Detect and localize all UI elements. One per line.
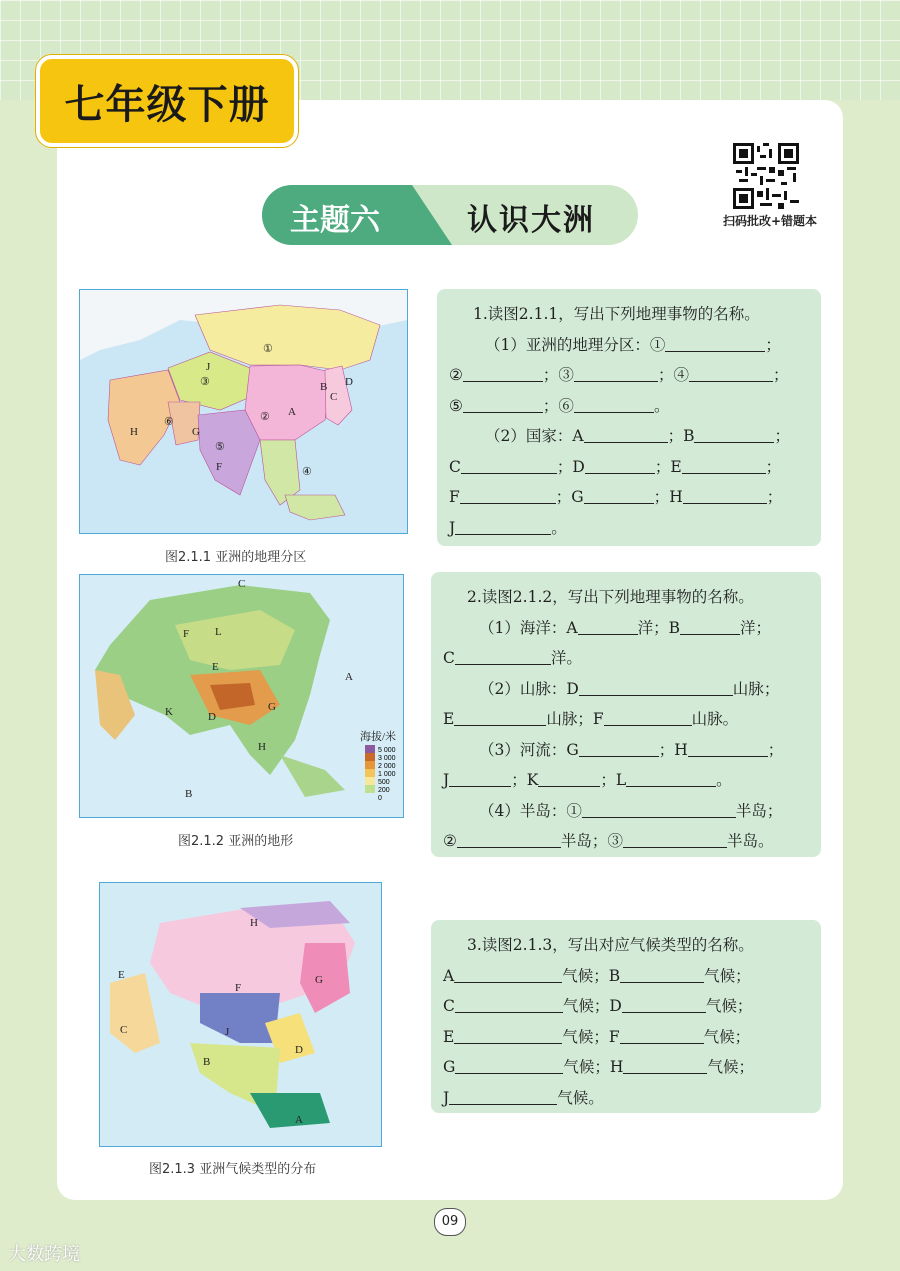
sep: ； xyxy=(577,710,593,728)
q1-blank-region-4[interactable] xyxy=(689,363,773,382)
legend-value-label: 3 000 xyxy=(378,755,396,762)
svg-text:J: J xyxy=(206,361,211,373)
grade-badge xyxy=(36,55,298,147)
q2-blank-range-f[interactable] xyxy=(604,707,692,726)
sep: ； xyxy=(766,488,783,506)
q3-unit: 气候 xyxy=(562,966,594,985)
q2-label-2: ② xyxy=(443,832,457,850)
sep: ； xyxy=(511,771,527,789)
sep: ； xyxy=(542,366,559,384)
q2-blank-river-h[interactable] xyxy=(688,738,768,757)
q3-label-a: A xyxy=(443,966,455,985)
sep: ； xyxy=(772,366,789,384)
svg-text:A: A xyxy=(288,406,296,418)
svg-text:①: ① xyxy=(263,343,273,355)
sep: ； xyxy=(763,679,780,698)
legend-value-label: 0 xyxy=(378,795,382,802)
svg-text:C: C xyxy=(330,391,338,403)
q1-label-f: F xyxy=(449,488,460,506)
q2-blank-peninsula-1[interactable] xyxy=(582,799,736,818)
q1-blank-country-f[interactable] xyxy=(460,485,556,504)
q3-unit: 气候 xyxy=(704,966,736,985)
svg-text:D: D xyxy=(208,711,216,723)
svg-text:E: E xyxy=(212,661,219,673)
q3-unit: 气候 xyxy=(562,1027,594,1046)
q1-label-e: E xyxy=(670,457,682,476)
q1-blank-region-2[interactable] xyxy=(463,363,543,382)
q3-label-h: H xyxy=(609,1058,624,1076)
q2-unit-peninsula: 半岛 xyxy=(560,832,592,850)
q1-blank-country-b[interactable] xyxy=(694,424,774,443)
svg-text:G: G xyxy=(315,974,323,986)
q1-label-h: H xyxy=(669,488,683,506)
q2-blank-river-g[interactable] xyxy=(579,738,659,757)
q2-blank-ocean-b[interactable] xyxy=(680,616,740,635)
map-asia-regions xyxy=(79,289,408,534)
q2-p4-label: （4）半岛：① xyxy=(479,801,582,820)
question-3-box xyxy=(431,920,821,1113)
q2-unit-ocean: 洋 xyxy=(550,649,567,667)
question-1-box xyxy=(437,289,821,546)
q2-unit-ocean: 洋 xyxy=(637,618,654,637)
legend-value-label: 5 000 xyxy=(378,747,396,754)
q2-blank-peninsula-2[interactable] xyxy=(457,829,561,848)
q2-blank-river-l[interactable] xyxy=(626,768,716,787)
q1-blank-country-h[interactable] xyxy=(683,485,767,504)
q2-label-f: F xyxy=(592,710,604,728)
qr-caption: 扫码批改+错题本 xyxy=(722,214,818,228)
grade-label: 七年级下册 xyxy=(64,80,270,128)
sep: ； xyxy=(594,1058,610,1076)
sep: ； xyxy=(654,457,671,476)
q1-title: 1.读图2.1.1，写出下列地理事物的名称。 xyxy=(473,305,760,323)
q2-label-c: C xyxy=(443,649,455,667)
q3-label-j: J xyxy=(443,1088,450,1107)
sep: ； xyxy=(765,335,781,354)
sep: ； xyxy=(555,488,572,506)
q1-blank-region-1[interactable] xyxy=(665,333,765,352)
sep: ； xyxy=(542,396,559,415)
q3-label-e: E xyxy=(443,1027,455,1046)
svg-text:H: H xyxy=(258,741,266,753)
page-number: 09 xyxy=(434,1208,466,1236)
svg-text:L: L xyxy=(215,626,222,638)
q2-label-e: E xyxy=(443,710,455,728)
sep: ； xyxy=(734,1027,751,1046)
svg-text:F: F xyxy=(183,628,190,640)
q2-label-h: H xyxy=(674,740,688,759)
svg-text:B: B xyxy=(203,1056,211,1068)
q3-blank-climate-a[interactable] xyxy=(454,964,562,983)
q2-unit-peninsula: 半岛 xyxy=(726,832,758,850)
q3-blank-climate-g[interactable] xyxy=(455,1055,563,1074)
q1-blank-country-a[interactable] xyxy=(584,424,668,443)
q3-label-b: B xyxy=(608,966,621,985)
svg-text:C: C xyxy=(238,578,246,590)
legend-title: 海拔/米 xyxy=(360,731,397,743)
figure-caption-1: 图2.1.1 亚洲的地理分区 xyxy=(165,550,307,565)
end: 。 xyxy=(716,771,732,789)
q1-label-5: ⑤ xyxy=(449,396,463,415)
legend-value-label: 200 xyxy=(378,787,390,794)
sep: ； xyxy=(774,427,790,445)
q2-p3-label: （3）河流：G xyxy=(479,740,579,759)
q3-blank-climate-f[interactable] xyxy=(620,1025,704,1044)
q3-unit: 气候 xyxy=(557,1088,589,1107)
legend-value-label: 500 xyxy=(378,779,390,786)
q1-label-3: ③ xyxy=(558,366,574,384)
q3-blank-climate-d[interactable] xyxy=(622,994,706,1013)
q1-blank-country-g[interactable] xyxy=(584,485,654,504)
q2-label-l: L xyxy=(615,771,627,789)
q2-label-3: ③ xyxy=(607,832,623,850)
svg-text:B: B xyxy=(185,788,193,800)
svg-text:F: F xyxy=(216,461,223,473)
q3-label-f: F xyxy=(608,1027,620,1046)
end: 。 xyxy=(722,710,739,728)
q1-blank-country-d[interactable] xyxy=(585,455,655,474)
q2-label-b: B xyxy=(668,618,680,637)
watermark: 大数跨境 xyxy=(8,1244,80,1265)
sep: ； xyxy=(556,457,573,476)
sep: ； xyxy=(593,966,609,985)
q2-blank-ocean-a[interactable] xyxy=(578,616,638,635)
q2-blank-peninsula-3[interactable] xyxy=(623,829,727,848)
q3-unit: 气候 xyxy=(707,1058,739,1076)
map-asia-terrain xyxy=(79,574,404,818)
svg-text:K: K xyxy=(165,706,173,718)
q1-blank-country-j[interactable] xyxy=(455,516,551,535)
q2-p2-label: （2）山脉：D xyxy=(479,679,579,698)
svg-text:②: ② xyxy=(260,411,270,423)
sep: ； xyxy=(653,618,669,637)
svg-text:J: J xyxy=(225,1026,230,1038)
q2-unit-ocean: 洋 xyxy=(739,618,756,637)
q1-p1-label: （1）亚洲的地理分区：① xyxy=(485,335,666,354)
q2-p1-label: （1）海洋：A xyxy=(479,618,578,637)
sep: ； xyxy=(755,618,772,637)
svg-text:D: D xyxy=(345,376,353,388)
sep: ； xyxy=(591,832,608,850)
q3-blank-climate-b[interactable] xyxy=(620,964,704,983)
figure-caption-2: 图2.1.2 亚洲的地形 xyxy=(178,834,294,849)
theme-title: 认识大洲 xyxy=(467,203,595,238)
q2-unit-range: 山脉 xyxy=(732,679,764,698)
q1-label-d: D xyxy=(572,457,585,476)
sep: ； xyxy=(765,457,782,476)
theme-banner xyxy=(262,185,638,245)
q1-label-j: J xyxy=(449,518,456,537)
svg-text:③: ③ xyxy=(200,376,210,388)
q2-label-j: J xyxy=(443,771,450,789)
sep: ； xyxy=(658,740,675,759)
sep: ； xyxy=(600,771,616,789)
q1-p2-label: （2）国家：A xyxy=(485,427,584,445)
sep: ； xyxy=(593,997,610,1015)
q2-unit-range: 山脉 xyxy=(691,710,723,728)
q2-label-k: K xyxy=(526,771,539,789)
end: 。 xyxy=(757,832,774,850)
q2-title: 2.读图2.1.2，写出下列地理事物的名称。 xyxy=(467,588,754,606)
svg-text:F: F xyxy=(235,982,242,994)
sep: ； xyxy=(736,997,753,1015)
q1-label-b: B xyxy=(683,427,695,445)
q3-unit: 气候 xyxy=(563,1058,595,1076)
svg-text:G: G xyxy=(192,426,200,438)
sep: ； xyxy=(667,427,684,445)
q1-label-6: ⑥ xyxy=(558,396,574,415)
q3-label-d: D xyxy=(609,997,622,1015)
sep: ； xyxy=(767,740,784,759)
q1-label-c: C xyxy=(449,457,461,476)
theme-tag: 主题六 xyxy=(290,203,380,238)
q2-unit-peninsula: 半岛 xyxy=(735,801,767,820)
sep: ； xyxy=(738,1058,754,1076)
svg-text:B: B xyxy=(320,381,328,393)
q1-blank-country-e[interactable] xyxy=(682,455,766,474)
svg-text:E: E xyxy=(118,969,125,981)
q3-label-c: C xyxy=(443,997,455,1015)
q3-blank-climate-h[interactable] xyxy=(623,1055,707,1074)
q1-blank-country-c[interactable] xyxy=(461,455,557,474)
q3-unit: 气候 xyxy=(562,997,594,1015)
q3-blank-climate-e[interactable] xyxy=(454,1025,562,1044)
question-2-box xyxy=(431,572,821,857)
end: 。 xyxy=(653,396,670,415)
q1-blank-region-6[interactable] xyxy=(574,394,654,413)
sep: ； xyxy=(657,366,674,384)
q1-label-2: ② xyxy=(449,366,463,384)
q2-unit-range: 山脉 xyxy=(546,710,578,728)
sep: ； xyxy=(593,1027,609,1046)
q3-blank-climate-j[interactable] xyxy=(449,1086,557,1105)
qr-code-icon[interactable] xyxy=(733,143,799,209)
q2-blank-range-d[interactable] xyxy=(579,677,733,696)
legend-value-label: 2 000 xyxy=(378,763,396,770)
q3-blank-climate-c[interactable] xyxy=(455,994,563,1013)
map-asia-climate xyxy=(99,882,382,1147)
q3-label-g: G xyxy=(443,1058,456,1076)
svg-text:H: H xyxy=(250,917,258,929)
q3-title: 3.读图2.1.3，写出对应气候类型的名称。 xyxy=(467,936,754,954)
svg-text:A: A xyxy=(295,1114,303,1126)
q1-blank-region-5[interactable] xyxy=(463,394,543,413)
end: 。 xyxy=(551,518,567,537)
svg-text:A: A xyxy=(345,671,353,683)
q2-blank-ocean-c[interactable] xyxy=(455,646,551,665)
q2-blank-river-j[interactable] xyxy=(449,768,511,787)
svg-text:⑥: ⑥ xyxy=(164,416,174,428)
q2-blank-range-e[interactable] xyxy=(454,707,546,726)
svg-text:④: ④ xyxy=(302,466,312,478)
q1-blank-region-3[interactable] xyxy=(574,363,658,382)
q2-blank-river-k[interactable] xyxy=(538,768,600,787)
svg-text:C: C xyxy=(120,1024,128,1036)
sep: ； xyxy=(653,488,670,506)
figure-caption-3: 图2.1.3 亚洲气候类型的分布 xyxy=(149,1162,317,1177)
end: 。 xyxy=(588,1088,604,1107)
end: 。 xyxy=(566,649,582,667)
q1-label-g: G xyxy=(571,488,584,506)
svg-text:⑤: ⑤ xyxy=(215,441,225,453)
svg-text:D: D xyxy=(295,1044,303,1056)
q1-label-4: ④ xyxy=(673,366,689,384)
sep: ； xyxy=(735,966,751,985)
svg-text:G: G xyxy=(268,701,276,713)
sep: ； xyxy=(766,801,783,820)
legend-value-label: 1 000 xyxy=(378,771,396,778)
q3-unit: 气候 xyxy=(703,1027,735,1046)
q3-unit: 气候 xyxy=(705,997,737,1015)
svg-text:H: H xyxy=(130,426,138,438)
